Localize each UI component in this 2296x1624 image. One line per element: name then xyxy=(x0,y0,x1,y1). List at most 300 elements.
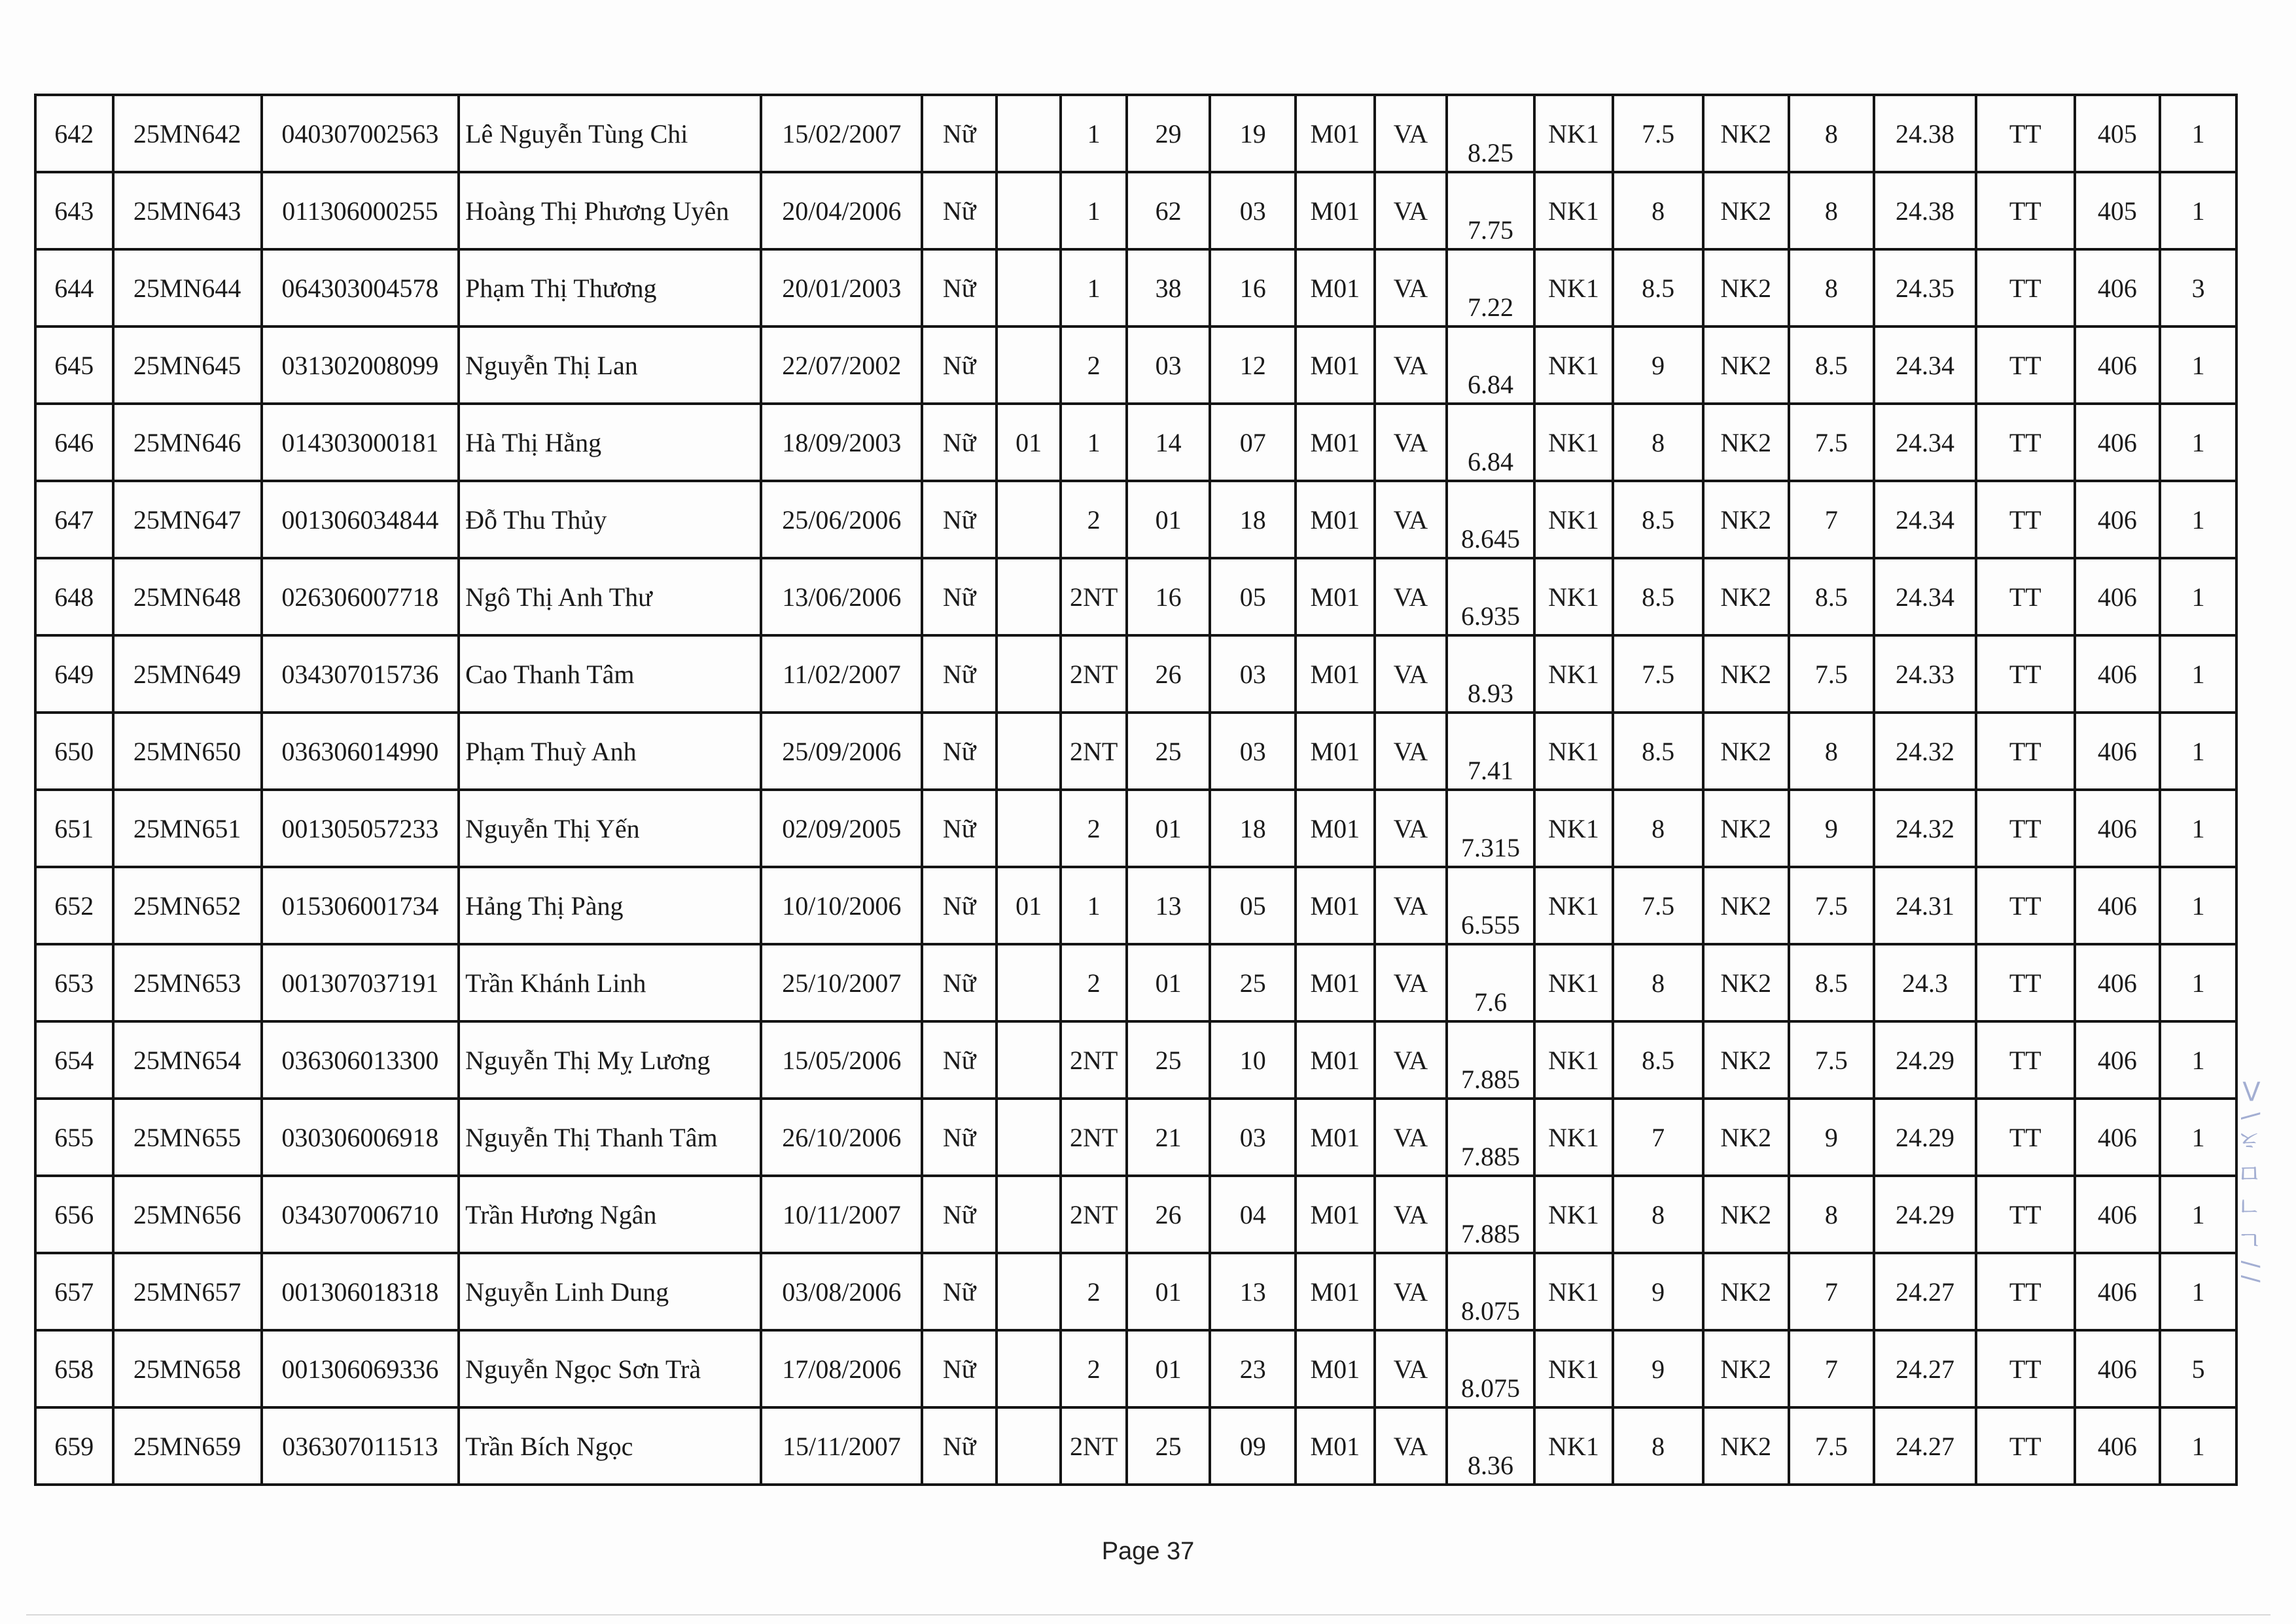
cell-ma-ho-so: 25MN646 xyxy=(113,404,262,481)
cell-mon-nk2: NK2 xyxy=(1703,172,1789,249)
cell-ket-qua: TT xyxy=(1976,558,2075,635)
cell-diem-nk2: 7.5 xyxy=(1789,1407,1875,1485)
cell-ket-qua: TT xyxy=(1976,95,2075,172)
cell-ket-qua: TT xyxy=(1976,172,2075,249)
cell-doi-tuong xyxy=(997,1099,1061,1176)
cell-ma-truong: 25 xyxy=(1210,944,1296,1021)
cell-mon-1: VA xyxy=(1375,327,1447,404)
cell-gioi-tinh: Nữ xyxy=(922,1407,997,1485)
cell-diem-mon-1: 8.93 xyxy=(1447,635,1534,713)
cell-ho-ten: Nguyễn Thị Thanh Tâm xyxy=(459,1099,761,1176)
cell-gioi-tinh: Nữ xyxy=(922,1253,997,1330)
table-row xyxy=(35,95,2236,172)
cell-diem-nk2: 7.5 xyxy=(1789,1021,1875,1099)
cell-mon-nk1: NK1 xyxy=(1534,327,1614,404)
cell-mon-nk2: NK2 xyxy=(1703,1407,1789,1485)
cell-ma-truong: 23 xyxy=(1210,1330,1296,1407)
cell-diem-mon-1: 7.885 xyxy=(1447,1176,1534,1253)
cell-ngay-sinh: 26/10/2006 xyxy=(761,1099,922,1176)
cell-ket-qua: TT xyxy=(1976,790,2075,867)
cell-to-hop: M01 xyxy=(1296,481,1375,558)
cell-khu-vuc: 1 xyxy=(1061,867,1126,944)
cell-ma-ho-so: 25MN642 xyxy=(113,95,262,172)
cell-ho-ten: Nguyễn Thị Lan xyxy=(459,327,761,404)
cell-nguyen-vong: 1 xyxy=(2160,944,2236,1021)
cell-diem-nk1: 8.5 xyxy=(1613,558,1703,635)
table-body xyxy=(35,95,2236,1485)
cell-khu-vuc: 2 xyxy=(1061,327,1126,404)
cell-nguyen-vong: 3 xyxy=(2160,249,2236,327)
cell-tong-diem: 24.34 xyxy=(1874,481,1976,558)
cell-ma-truong: 03 xyxy=(1210,1099,1296,1176)
cell-ngay-sinh: 03/08/2006 xyxy=(761,1253,922,1330)
cell-nguyen-vong: 1 xyxy=(2160,327,2236,404)
cell-ngay-sinh: 10/11/2007 xyxy=(761,1176,922,1253)
cell-ma-truong: 10 xyxy=(1210,1021,1296,1099)
cell-ngay-sinh: 22/07/2002 xyxy=(761,327,922,404)
cell-diem-nk1: 8 xyxy=(1613,172,1703,249)
cell-ket-qua: TT xyxy=(1976,1099,2075,1176)
cell-stt: 656 xyxy=(35,1176,113,1253)
cell-to-hop: M01 xyxy=(1296,713,1375,790)
cell-diem-mon-1: 7.6 xyxy=(1447,944,1534,1021)
cell-ma-ho-so: 25MN643 xyxy=(113,172,262,249)
cell-ma-nganh: 406 xyxy=(2075,1330,2161,1407)
cell-ma-tinh: 01 xyxy=(1127,481,1210,558)
cell-ho-ten: Nguyễn Thị Yến xyxy=(459,790,761,867)
cell-tong-diem: 24.27 xyxy=(1874,1253,1976,1330)
cell-khu-vuc: 2 xyxy=(1061,1253,1126,1330)
cell-mon-nk2: NK2 xyxy=(1703,635,1789,713)
cell-to-hop: M01 xyxy=(1296,404,1375,481)
cell-ma-truong: 07 xyxy=(1210,404,1296,481)
cell-ma-truong: 03 xyxy=(1210,635,1296,713)
cell-ma-nganh: 406 xyxy=(2075,327,2161,404)
cell-ma-ho-so: 25MN647 xyxy=(113,481,262,558)
cell-ngay-sinh: 15/11/2007 xyxy=(761,1407,922,1485)
cell-gioi-tinh: Nữ xyxy=(922,481,997,558)
cell-nguyen-vong: 1 xyxy=(2160,481,2236,558)
cell-ma-tinh: 62 xyxy=(1127,172,1210,249)
table-row xyxy=(35,1407,2236,1485)
cell-ho-ten: Hà Thị Hằng xyxy=(459,404,761,481)
cell-cccd: 040307002563 xyxy=(262,95,459,172)
table-row xyxy=(35,790,2236,867)
cell-gioi-tinh: Nữ xyxy=(922,1176,997,1253)
cell-cccd: 001306069336 xyxy=(262,1330,459,1407)
cell-cccd: 026306007718 xyxy=(262,558,459,635)
cell-ho-ten: Phạm Thuỳ Anh xyxy=(459,713,761,790)
cell-ma-ho-so: 25MN644 xyxy=(113,249,262,327)
cell-diem-nk1: 7.5 xyxy=(1613,95,1703,172)
table-row xyxy=(35,172,2236,249)
cell-nguyen-vong: 1 xyxy=(2160,1407,2236,1485)
cell-gioi-tinh: Nữ xyxy=(922,867,997,944)
cell-nguyen-vong: 5 xyxy=(2160,1330,2236,1407)
cell-ngay-sinh: 17/08/2006 xyxy=(761,1330,922,1407)
table-row xyxy=(35,944,2236,1021)
cell-diem-nk1: 8 xyxy=(1613,404,1703,481)
cell-mon-nk1: NK1 xyxy=(1534,1330,1614,1407)
cell-diem-nk1: 9 xyxy=(1613,327,1703,404)
cell-cccd: 036307011513 xyxy=(262,1407,459,1485)
cell-ket-qua: TT xyxy=(1976,481,2075,558)
cell-ma-ho-so: 25MN648 xyxy=(113,558,262,635)
cell-ho-ten: Trần Khánh Linh xyxy=(459,944,761,1021)
cell-nguyen-vong: 1 xyxy=(2160,1099,2236,1176)
cell-ma-nganh: 406 xyxy=(2075,713,2161,790)
cell-cccd: 036306014990 xyxy=(262,713,459,790)
cell-stt: 659 xyxy=(35,1407,113,1485)
cell-ma-nganh: 406 xyxy=(2075,404,2161,481)
table-row xyxy=(35,635,2236,713)
table-row xyxy=(35,867,2236,944)
cell-cccd: 030306006918 xyxy=(262,1099,459,1176)
cell-tong-diem: 24.29 xyxy=(1874,1099,1976,1176)
cell-cccd: 014303000181 xyxy=(262,404,459,481)
cell-mon-nk1: NK1 xyxy=(1534,1253,1614,1330)
cell-ma-nganh: 406 xyxy=(2075,790,2161,867)
cell-cccd: 001306034844 xyxy=(262,481,459,558)
table-row xyxy=(35,481,2236,558)
cell-nguyen-vong: 1 xyxy=(2160,95,2236,172)
cell-ket-qua: TT xyxy=(1976,1176,2075,1253)
cell-ma-ho-so: 25MN649 xyxy=(113,635,262,713)
cell-ma-tinh: 21 xyxy=(1127,1099,1210,1176)
cell-tong-diem: 24.31 xyxy=(1874,867,1976,944)
cell-ma-tinh: 01 xyxy=(1127,944,1210,1021)
cell-ma-tinh: 25 xyxy=(1127,713,1210,790)
cell-mon-1: VA xyxy=(1375,790,1447,867)
cell-nguyen-vong: 1 xyxy=(2160,1176,2236,1253)
cell-to-hop: M01 xyxy=(1296,1330,1375,1407)
cell-doi-tuong xyxy=(997,558,1061,635)
cell-ma-tinh: 25 xyxy=(1127,1407,1210,1485)
cell-stt: 645 xyxy=(35,327,113,404)
cell-to-hop: M01 xyxy=(1296,867,1375,944)
cell-gioi-tinh: Nữ xyxy=(922,327,997,404)
cell-gioi-tinh: Nữ xyxy=(922,1021,997,1099)
cell-ma-nganh: 405 xyxy=(2075,95,2161,172)
cell-khu-vuc: 2 xyxy=(1061,481,1126,558)
cell-khu-vuc: 1 xyxy=(1061,95,1126,172)
cell-mon-nk2: NK2 xyxy=(1703,790,1789,867)
cell-mon-1: VA xyxy=(1375,1021,1447,1099)
cell-mon-1: VA xyxy=(1375,172,1447,249)
cell-doi-tuong xyxy=(997,327,1061,404)
cell-diem-mon-1: 7.885 xyxy=(1447,1021,1534,1099)
cell-mon-nk2: NK2 xyxy=(1703,867,1789,944)
cell-ket-qua: TT xyxy=(1976,327,2075,404)
table-row xyxy=(35,1253,2236,1330)
cell-ma-tinh: 13 xyxy=(1127,867,1210,944)
cell-stt: 657 xyxy=(35,1253,113,1330)
cell-ma-truong: 05 xyxy=(1210,558,1296,635)
cell-gioi-tinh: Nữ xyxy=(922,249,997,327)
cell-ma-nganh: 406 xyxy=(2075,1407,2161,1485)
cell-mon-nk2: NK2 xyxy=(1703,558,1789,635)
cell-cccd: 031302008099 xyxy=(262,327,459,404)
cell-mon-1: VA xyxy=(1375,867,1447,944)
cell-ma-truong: 09 xyxy=(1210,1407,1296,1485)
cell-mon-1: VA xyxy=(1375,944,1447,1021)
cell-diem-nk2: 7.5 xyxy=(1789,404,1875,481)
cell-ket-qua: TT xyxy=(1976,944,2075,1021)
cell-doi-tuong xyxy=(997,1330,1061,1407)
cell-stt: 652 xyxy=(35,867,113,944)
cell-diem-nk1: 8.5 xyxy=(1613,1021,1703,1099)
cell-ma-truong: 18 xyxy=(1210,790,1296,867)
cell-diem-nk1: 9 xyxy=(1613,1253,1703,1330)
cell-mon-nk2: NK2 xyxy=(1703,404,1789,481)
cell-diem-nk2: 8.5 xyxy=(1789,327,1875,404)
cell-ngay-sinh: 25/09/2006 xyxy=(761,713,922,790)
cell-khu-vuc: 1 xyxy=(1061,249,1126,327)
cell-ma-tinh: 25 xyxy=(1127,1021,1210,1099)
cell-mon-nk2: NK2 xyxy=(1703,1021,1789,1099)
cell-tong-diem: 24.32 xyxy=(1874,790,1976,867)
cell-doi-tuong: 01 xyxy=(997,867,1061,944)
cell-tong-diem: 24.33 xyxy=(1874,635,1976,713)
cell-ma-tinh: 26 xyxy=(1127,1176,1210,1253)
table-row xyxy=(35,1176,2236,1253)
cell-diem-nk2: 7.5 xyxy=(1789,867,1875,944)
cell-doi-tuong xyxy=(997,713,1061,790)
cell-mon-1: VA xyxy=(1375,1099,1447,1176)
cell-ngay-sinh: 15/05/2006 xyxy=(761,1021,922,1099)
cell-mon-1: VA xyxy=(1375,1253,1447,1330)
cell-diem-nk1: 9 xyxy=(1613,1330,1703,1407)
cell-to-hop: M01 xyxy=(1296,790,1375,867)
cell-ma-tinh: 01 xyxy=(1127,790,1210,867)
cell-stt: 644 xyxy=(35,249,113,327)
cell-stt: 654 xyxy=(35,1021,113,1099)
cell-ngay-sinh: 25/10/2007 xyxy=(761,944,922,1021)
cell-doi-tuong xyxy=(997,1176,1061,1253)
cell-ma-nganh: 406 xyxy=(2075,1176,2161,1253)
table-row xyxy=(35,404,2236,481)
cell-nguyen-vong: 1 xyxy=(2160,635,2236,713)
cell-doi-tuong xyxy=(997,1021,1061,1099)
cell-diem-nk2: 7.5 xyxy=(1789,635,1875,713)
cell-gioi-tinh: Nữ xyxy=(922,790,997,867)
cell-to-hop: M01 xyxy=(1296,95,1375,172)
cell-mon-1: VA xyxy=(1375,558,1447,635)
cell-cccd: 001307037191 xyxy=(262,944,459,1021)
cell-nguyen-vong: 1 xyxy=(2160,713,2236,790)
cell-gioi-tinh: Nữ xyxy=(922,1330,997,1407)
cell-mon-nk2: NK2 xyxy=(1703,249,1789,327)
cell-ho-ten: Trần Bích Ngọc xyxy=(459,1407,761,1485)
page-bottom-rule xyxy=(26,1614,2270,1615)
cell-diem-nk2: 9 xyxy=(1789,1099,1875,1176)
cell-nguyen-vong: 1 xyxy=(2160,1021,2236,1099)
cell-ma-truong: 12 xyxy=(1210,327,1296,404)
cell-stt: 653 xyxy=(35,944,113,1021)
cell-ma-nganh: 406 xyxy=(2075,1099,2161,1176)
cell-gioi-tinh: Nữ xyxy=(922,713,997,790)
cell-stt: 658 xyxy=(35,1330,113,1407)
cell-mon-nk1: NK1 xyxy=(1534,1176,1614,1253)
cell-diem-mon-1: 7.41 xyxy=(1447,713,1534,790)
cell-mon-nk1: NK1 xyxy=(1534,944,1614,1021)
cell-khu-vuc: 2NT xyxy=(1061,635,1126,713)
cell-doi-tuong xyxy=(997,790,1061,867)
cell-ma-truong: 03 xyxy=(1210,713,1296,790)
cell-ma-nganh: 406 xyxy=(2075,558,2161,635)
cell-gioi-tinh: Nữ xyxy=(922,558,997,635)
cell-gioi-tinh: Nữ xyxy=(922,635,997,713)
cell-ma-tinh: 01 xyxy=(1127,1253,1210,1330)
cell-diem-nk2: 8 xyxy=(1789,713,1875,790)
cell-ket-qua: TT xyxy=(1976,1330,2075,1407)
cell-ma-ho-so: 25MN651 xyxy=(113,790,262,867)
cell-khu-vuc: 1 xyxy=(1061,404,1126,481)
cell-mon-1: VA xyxy=(1375,481,1447,558)
cell-diem-mon-1: 7.75 xyxy=(1447,172,1534,249)
cell-ngay-sinh: 02/09/2005 xyxy=(761,790,922,867)
cell-cccd: 034307015736 xyxy=(262,635,459,713)
cell-ma-truong: 04 xyxy=(1210,1176,1296,1253)
cell-diem-mon-1: 7.885 xyxy=(1447,1099,1534,1176)
cell-ma-tinh: 26 xyxy=(1127,635,1210,713)
cell-diem-nk1: 8.5 xyxy=(1613,713,1703,790)
cell-to-hop: M01 xyxy=(1296,558,1375,635)
cell-diem-nk1: 7.5 xyxy=(1613,635,1703,713)
cell-ma-tinh: 29 xyxy=(1127,95,1210,172)
cell-ma-ho-so: 25MN652 xyxy=(113,867,262,944)
cell-ket-qua: TT xyxy=(1976,1021,2075,1099)
cell-ngay-sinh: 18/09/2003 xyxy=(761,404,922,481)
cell-diem-nk2: 8 xyxy=(1789,1176,1875,1253)
cell-mon-nk1: NK1 xyxy=(1534,404,1614,481)
cell-tong-diem: 24.27 xyxy=(1874,1407,1976,1485)
cell-stt: 647 xyxy=(35,481,113,558)
cell-doi-tuong xyxy=(997,1407,1061,1485)
cell-khu-vuc: 2NT xyxy=(1061,1407,1126,1485)
cell-diem-mon-1: 6.555 xyxy=(1447,867,1534,944)
cell-mon-nk1: NK1 xyxy=(1534,172,1614,249)
cell-nguyen-vong: 1 xyxy=(2160,1253,2236,1330)
cell-diem-mon-1: 8.075 xyxy=(1447,1330,1534,1407)
cell-diem-nk2: 9 xyxy=(1789,790,1875,867)
cell-diem-nk2: 7 xyxy=(1789,1330,1875,1407)
cell-ma-nganh: 406 xyxy=(2075,249,2161,327)
cell-cccd: 036306013300 xyxy=(262,1021,459,1099)
cell-to-hop: M01 xyxy=(1296,172,1375,249)
cell-ma-truong: 16 xyxy=(1210,249,1296,327)
cell-to-hop: M01 xyxy=(1296,944,1375,1021)
cell-diem-nk1: 8 xyxy=(1613,1407,1703,1485)
cell-diem-nk1: 8 xyxy=(1613,1176,1703,1253)
cell-stt: 643 xyxy=(35,172,113,249)
cell-diem-nk1: 7 xyxy=(1613,1099,1703,1176)
cell-mon-nk2: NK2 xyxy=(1703,1253,1789,1330)
cell-diem-nk2: 8.5 xyxy=(1789,944,1875,1021)
cell-cccd: 015306001734 xyxy=(262,867,459,944)
table-row xyxy=(35,1330,2236,1407)
cell-mon-nk1: NK1 xyxy=(1534,1021,1614,1099)
cell-gioi-tinh: Nữ xyxy=(922,95,997,172)
cell-ma-tinh: 38 xyxy=(1127,249,1210,327)
cell-mon-nk2: NK2 xyxy=(1703,95,1789,172)
cell-ma-ho-so: 25MN657 xyxy=(113,1253,262,1330)
cell-khu-vuc: 2 xyxy=(1061,1330,1126,1407)
cell-mon-nk2: NK2 xyxy=(1703,481,1789,558)
cell-ho-ten: Ngô Thị Anh Thư xyxy=(459,558,761,635)
cell-khu-vuc: 2NT xyxy=(1061,1176,1126,1253)
cell-cccd: 034307006710 xyxy=(262,1176,459,1253)
cell-doi-tuong xyxy=(997,635,1061,713)
cell-ma-nganh: 406 xyxy=(2075,1253,2161,1330)
cell-to-hop: M01 xyxy=(1296,249,1375,327)
table-row xyxy=(35,249,2236,327)
cell-nguyen-vong: 1 xyxy=(2160,172,2236,249)
cell-khu-vuc: 2NT xyxy=(1061,713,1126,790)
cell-to-hop: M01 xyxy=(1296,635,1375,713)
cell-mon-nk2: NK2 xyxy=(1703,1176,1789,1253)
cell-to-hop: M01 xyxy=(1296,1021,1375,1099)
cell-khu-vuc: 2 xyxy=(1061,944,1126,1021)
page-number: Page 37 xyxy=(1101,1538,1195,1565)
cell-doi-tuong xyxy=(997,1253,1061,1330)
cell-ma-truong: 19 xyxy=(1210,95,1296,172)
cell-ma-tinh: 16 xyxy=(1127,558,1210,635)
cell-tong-diem: 24.29 xyxy=(1874,1176,1976,1253)
cell-diem-nk1: 8.5 xyxy=(1613,481,1703,558)
cell-ket-qua: TT xyxy=(1976,1253,2075,1330)
cell-mon-1: VA xyxy=(1375,713,1447,790)
cell-ma-nganh: 406 xyxy=(2075,1021,2161,1099)
cell-ket-qua: TT xyxy=(1976,867,2075,944)
cell-ngay-sinh: 13/06/2006 xyxy=(761,558,922,635)
cell-mon-1: VA xyxy=(1375,404,1447,481)
cell-ma-truong: 13 xyxy=(1210,1253,1296,1330)
cell-cccd: 011306000255 xyxy=(262,172,459,249)
cell-diem-nk2: 8 xyxy=(1789,172,1875,249)
cell-khu-vuc: 2NT xyxy=(1061,1099,1126,1176)
cell-mon-nk1: NK1 xyxy=(1534,1407,1614,1485)
cell-ho-ten: Nguyễn Linh Dung xyxy=(459,1253,761,1330)
cell-ma-nganh: 406 xyxy=(2075,635,2161,713)
cell-ngay-sinh: 10/10/2006 xyxy=(761,867,922,944)
cell-diem-nk1: 8.5 xyxy=(1613,249,1703,327)
cell-nguyen-vong: 1 xyxy=(2160,558,2236,635)
cell-doi-tuong xyxy=(997,944,1061,1021)
cell-ngay-sinh: 20/04/2006 xyxy=(761,172,922,249)
cell-ma-ho-so: 25MN658 xyxy=(113,1330,262,1407)
cell-ho-ten: Lê Nguyễn Tùng Chi xyxy=(459,95,761,172)
cell-nguyen-vong: 1 xyxy=(2160,790,2236,867)
cell-ma-ho-so: 25MN655 xyxy=(113,1099,262,1176)
cell-mon-nk1: NK1 xyxy=(1534,481,1614,558)
cell-ma-ho-so: 25MN656 xyxy=(113,1176,262,1253)
cell-ho-ten: Đỗ Thu Thủy xyxy=(459,481,761,558)
cell-ma-nganh: 406 xyxy=(2075,944,2161,1021)
cell-tong-diem: 24.34 xyxy=(1874,558,1976,635)
cell-gioi-tinh: Nữ xyxy=(922,404,997,481)
cell-to-hop: M01 xyxy=(1296,327,1375,404)
cell-tong-diem: 24.38 xyxy=(1874,172,1976,249)
cell-ngay-sinh: 25/06/2006 xyxy=(761,481,922,558)
cell-diem-mon-1: 7.315 xyxy=(1447,790,1534,867)
cell-ho-ten: Hoàng Thị Phương Uyên xyxy=(459,172,761,249)
table-row xyxy=(35,1099,2236,1176)
cell-gioi-tinh: Nữ xyxy=(922,172,997,249)
cell-stt: 650 xyxy=(35,713,113,790)
cell-cccd: 001306018318 xyxy=(262,1253,459,1330)
cell-stt: 646 xyxy=(35,404,113,481)
